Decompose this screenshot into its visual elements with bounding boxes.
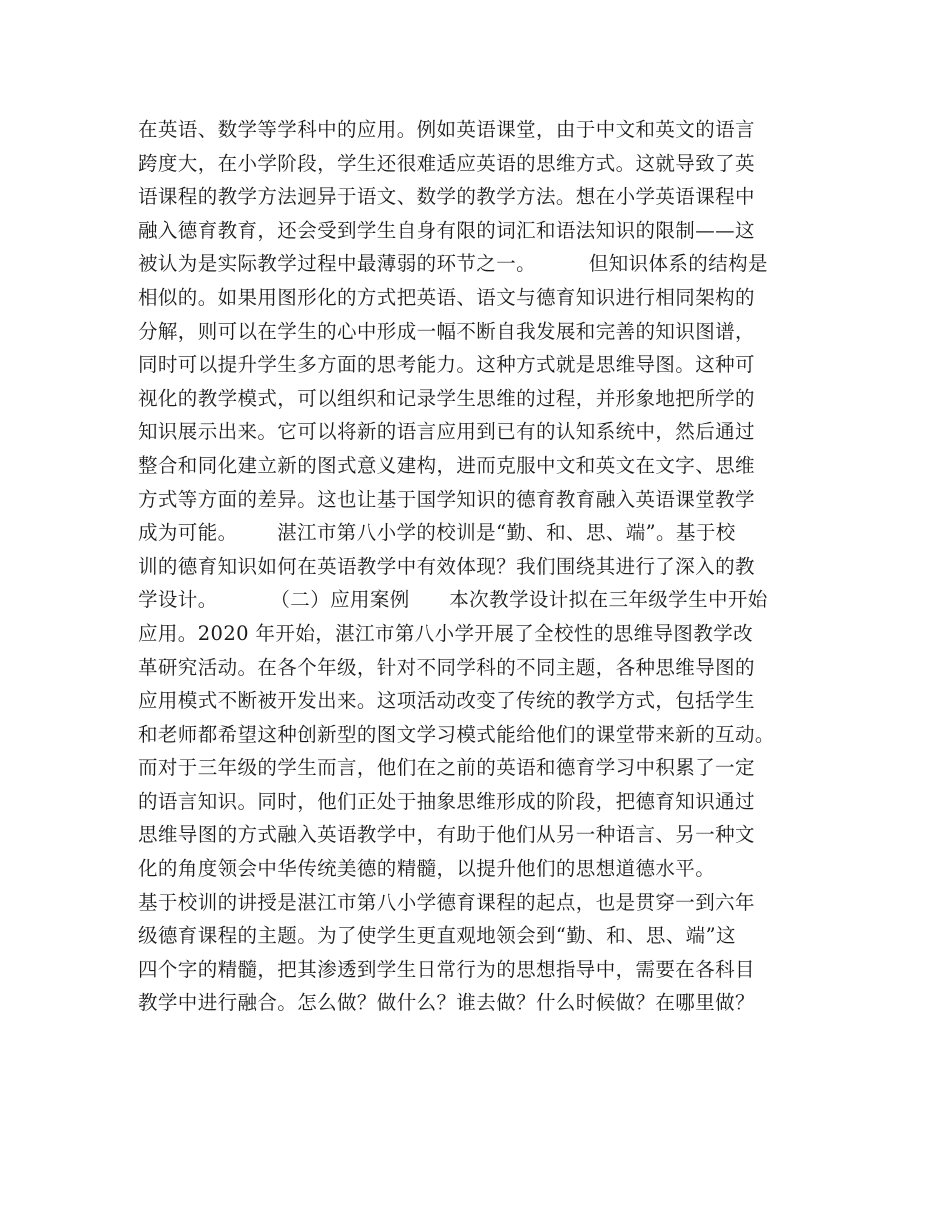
body-text — [138, 113, 828, 1020]
text-line: 跨度大，在小学阶段，学生还很难适应英语的思维方式。这就导致了英 — [138, 151, 755, 175]
text-line: 的语言知识。同时，他们正处于抽象思维形成的阶段，把德育知识通过 — [138, 789, 755, 813]
text-line: 融入德育教育，还会受到学生自身有限的词汇和语法知识的限制——这 — [138, 218, 755, 242]
text-line: 而对于三年级的学生而言，他们在之前的英语和德育学习中积累了一定 — [138, 756, 755, 780]
text-line: 四个字的精髓，把其渗透到学生日常行为的思想指导中，需要在各科目 — [138, 957, 755, 981]
text-line: 知识展示出来。它可以将新的语言应用到已有的认知系统中，然后通过 — [138, 420, 755, 444]
text-line: 基于校训的讲授是湛江市第八小学德育课程的起点，也是贯穿一到六年 — [138, 890, 755, 914]
text-line: 思维导图的方式融入英语教学中，有助于他们从另一种语言、另一种文 — [138, 823, 755, 847]
text-line: 革研究活动。在各个年级，针对不同学科的不同主题，各种思维导图的 — [138, 655, 755, 679]
text-line: 方式等方面的差异。这也让基于国学知识的德育教育融入英语课堂教学 — [138, 487, 755, 511]
text-line: 语课程的教学方法迥异于语文、数学的教学方法。想在小学英语课程中 — [138, 185, 755, 209]
text-line: 和老师都希望这种创新型的图文学习模式能给他们的课堂带来新的互动。 — [138, 722, 775, 746]
text-line: 应用。2020 年开始，湛江市第八小学开展了全校性的思维导图教学改 — [138, 621, 754, 645]
text-line: 级德育课程的主题。为了使学生更直观地领会到“勤、和、思、端”这 — [138, 924, 736, 948]
text-line: 教学中进行融合。怎么做？做什么？谁去做？什么时候做？在哪里做？ — [138, 991, 755, 1015]
text-line: 训的德育知识如何在英语教学中有效体现？我们围绕其进行了深入的教 — [138, 554, 755, 578]
text-line: 在英语、数学等学科中的应用。例如英语课堂，由于中文和英文的语言 — [138, 118, 755, 141]
text-line: 视化的教学模式，可以组织和记录学生思维的过程，并形象地把所学的 — [138, 386, 755, 410]
text-line: 化的角度领会中华传统美德的精髓，以提升他们的思想道德水平。 — [138, 857, 716, 881]
text-line: 整合和同化建立新的图式意义建构，进而克服中文和英文在文字、思维 — [138, 453, 755, 477]
text-line: 分解，则可以在学生的心中形成一幅不断自我发展和完善的知识图谱， — [138, 319, 755, 343]
text-line: 同时可以提升学生多方面的思考能力。这种方式就是思维导图。这种可 — [138, 353, 755, 377]
text-line: 被认为是实际教学过程中最薄弱的环节之一。 但知识体系的结构是 — [138, 252, 768, 276]
text-line: 相似的。如果用图形化的方式把英语、语文与德育知识进行相同架构的 — [138, 285, 755, 309]
text-line: 应用模式不断被开发出来。这项活动改变了传统的教学方式，包括学生 — [138, 689, 755, 713]
text-line: 学设计。 （二）应用案例 本次教学设计拟在三年级学生中开始 — [138, 588, 768, 612]
text-line: 成为可能。 湛江市第八小学的校训是“勤、和、思、端”。基于校 — [138, 521, 736, 545]
